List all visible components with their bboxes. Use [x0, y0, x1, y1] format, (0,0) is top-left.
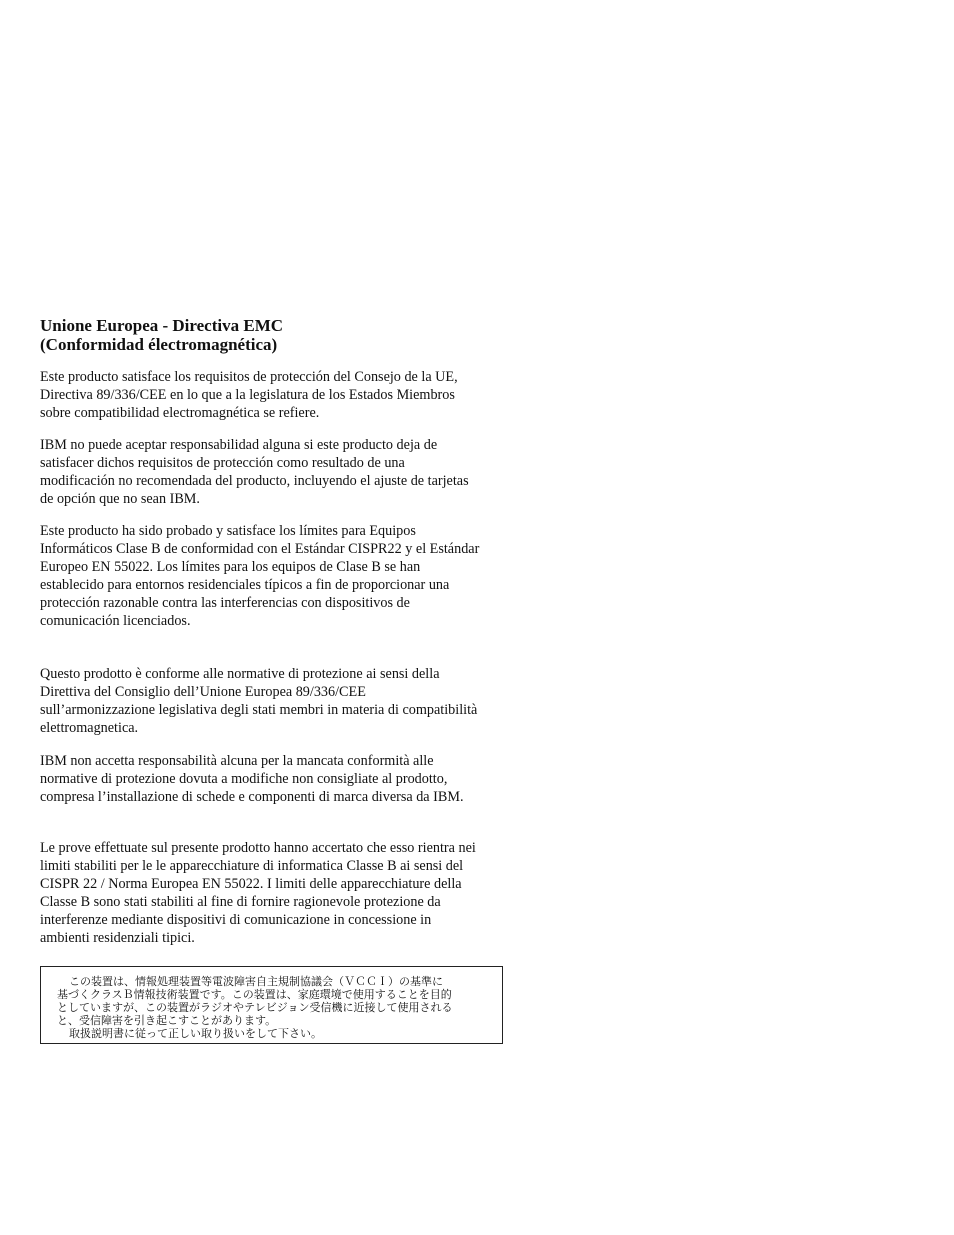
- page-title-line-2: (Conformidad électromagnética): [40, 335, 278, 354]
- vcci-notice-line-2: 基づくクラスＢ情報技術装置です。この装置は、家庭環境で使用することを目的: [57, 988, 452, 1001]
- vcci-notice-line-3: としていますが、この装置がラジオやテレビジョン受信機に近接して使用される: [57, 1001, 453, 1014]
- paragraph-spanish-1: Este producto satisface los requisitos de protección del Consejo de la UE, Directiva 89/336/CEE en lo que a la legislatura de los Estados Miembros sobre compatibilidad electromagnética se refiere.: [40, 369, 458, 421]
- paragraph-italian-1: Questo prodotto è conforme alle normative di protezione ai sensi della Direttiva del Consiglio dell’Unione Europea 89/336/CEE sull’armonizzazione legislativa degli stati membri in materia di compatibilità elettromagnetica.: [40, 666, 478, 736]
- paragraph-italian-3: Le prove effettuate sul presente prodotto hanno accertato che esso rientra nei limiti stabiliti per le le apparecchiature di informatica Classe B ai sensi del CISPR 22 / Norma Europea EN 55022. I limiti delle apparecchiature della Classe B sono stati stabiliti al fine di fornire ragionevole protezione da interferenze mediante dispositivi di comunicazione in concessione in ambienti residenziali tipici.: [40, 840, 476, 946]
- vcci-notice-line-1: この装置は、情報処理装置等電波障害自主規制協議会（ＶＣＣＩ）の基準に: [69, 975, 443, 988]
- paragraph-italian-2: IBM non accetta responsabilità alcuna per la mancata conformità alle normative di protezione dovuta a modifiche non consigliate al prodotto, compresa l’installazione di schede e componenti di marca diversa da IBM.: [40, 753, 464, 805]
- vcci-notice-line-4: と、受信障害を引き起こすことがあります。: [57, 1014, 277, 1027]
- page-title-line-1: Unione Europea - Directiva EMC: [40, 316, 284, 335]
- paragraph-spanish-3: Este producto ha sido probado y satisface los límites para Equipos Informáticos Clase B de conformidad con el Estándar CISPR22 y el Estándar Europeo EN 55022. Los límites para los equipos de Clase B se han establecido para entornos residenciales típicos a fin de proporcionar una protección razonable contra las interferencias con dispositivos de comunicación licenciados.: [40, 523, 480, 629]
- paragraph-spanish-2: IBM no puede aceptar responsabilidad alguna si este producto deja de satisfacer dichos requisitos de protección como resultado de una modificación no recomendada del producto, incluyendo el ajuste de tarjetas de opción que no sean IBM.: [40, 437, 469, 507]
- page-title: [40, 316, 283, 354]
- vcci-notice-box: [40, 966, 503, 1044]
- vcci-notice-line-5: 取扱説明書に従って正しい取り扱いをして下さい。: [69, 1027, 322, 1040]
